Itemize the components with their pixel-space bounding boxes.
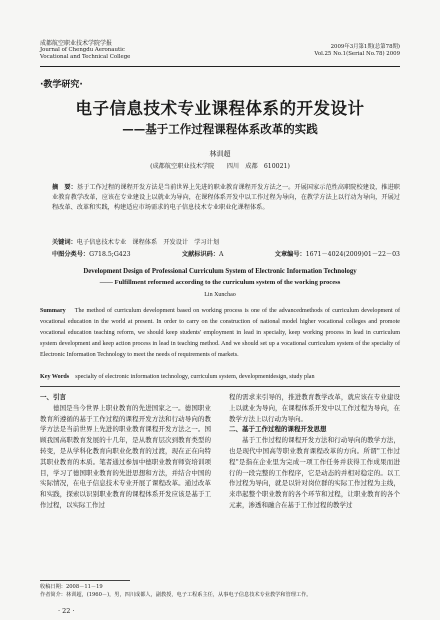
journal-name-en-line2: Vocational and Technical College bbox=[40, 54, 131, 60]
keywords-cn bbox=[52, 237, 400, 246]
abstract-cn bbox=[52, 183, 400, 214]
footnote-author-bio: 作者简介：林训超，(1960－)，男，四川成都人，副教授，电子工程系主任，从事电子信息技术专业教学和管理工作。 bbox=[40, 592, 312, 598]
clc-value: G718.5;G423 bbox=[89, 251, 131, 258]
journal-issue-cn: 2009年3月第1期(总第78期) bbox=[330, 44, 400, 50]
keywords-text: 电子信息技术专业 课程体系 开发设计 学习计划 bbox=[76, 239, 220, 246]
journal-issue-en: Vol.25 No.1(Serial No.78) 2009 bbox=[314, 51, 400, 57]
english-summary bbox=[40, 306, 400, 361]
english-subtitle: —— Fulfillment reformed according to the curriculum system of the working process bbox=[99, 279, 341, 286]
english-author: Lin Xunchao bbox=[204, 292, 236, 298]
doc-label: 文献标识码： bbox=[181, 251, 220, 258]
body-column-right bbox=[229, 392, 400, 511]
abstract-text: 基于工作过程的课程开发方法是当前世界上先进的职业教育课程开发方法之一。开展国家示范性高职院校建设，推进职业教育教学改革，应该在专业建设上以就业为导向，在课程体系开发中以工作过程为导向，在教学方法上以行动为导向，开展过程改革、改革和实践，构建适应市场需求的电子信息技术专业职业化课程体系。 bbox=[52, 184, 400, 212]
section-heading: 一、引言 bbox=[40, 393, 66, 401]
abstract-label: 摘 要： bbox=[52, 184, 77, 191]
journal-name-en-line1: Journal of Chengdu Aeronautic bbox=[40, 47, 125, 53]
footnote-divider bbox=[40, 580, 130, 581]
section-tag: ·教学研究· bbox=[40, 80, 83, 90]
footnote-received: 收稿日期：2008－11－19 bbox=[40, 584, 103, 590]
summary-text: The method of curriculum development based on working process is one of the advancedmethods of curriculum development of vocational education in the world at present. In order to carry on the construction of national model higher vocational colleges and promote vocational education teaching reform, we should keep students' employment in lead in specialty, keep working process in lead in curriculum system development and keep action process in lead in teaching method. And we should set up a vocational curriculum system of the specialty of Electronic Information Technology to meet the needs of requirements of markets. bbox=[40, 308, 400, 358]
keywords-label: 关键词： bbox=[52, 239, 77, 246]
summary-label: Summary bbox=[40, 308, 66, 314]
abstract-divider bbox=[40, 386, 400, 387]
doc-value: A bbox=[219, 251, 224, 258]
article-title: 电子信息技术专业课程体系的开发设计 bbox=[75, 99, 365, 118]
journal-header-right bbox=[314, 44, 400, 58]
article-label: 文章编号： bbox=[274, 251, 306, 258]
journal-name-cn: 成都航空职业技术学院学报 bbox=[40, 40, 113, 47]
page-number: · 22 · bbox=[58, 607, 75, 615]
body-paragraph: 程的需求来引导的，推进教育教学改革，就应该在专业建设上以就业为导向，在课程体系开发中以工作过程为导向，在教学方法上以行动为导向。 bbox=[229, 393, 400, 423]
body-paragraph: 德国是当今世界上职业教育的先进国家之一。德国职业教育所遵循的基于工作过程的课程开发方法和行动导向的教学方法是当前世界上先进的职业教育课程开发方法之一。国顾我国高职教育发展的十几年，是从教育层次到教育类型的转变，是从学科化教育向职业化教育的过渡，现在正在向特其职业教育的本质。笔者通过参加中德职业教育师资培训项目，学习了德国职业教育的先进思想和方法，并结合中国的实际情况，在电子信息技术专业开展了课程改革。通过改革和实践，探索以识别职业教育的课程体系开发应该是基于工作过程，以实际工作过 bbox=[40, 403, 211, 509]
document-code bbox=[182, 249, 224, 258]
english-keywords-text: specialty of electronic information technology, curriculum system, developmentdesign, study plan bbox=[75, 374, 315, 380]
header-divider bbox=[40, 66, 400, 67]
article-number bbox=[275, 249, 400, 258]
article-value: 1671－4024(2009)01－22－03 bbox=[305, 251, 400, 258]
classification-row bbox=[52, 249, 400, 258]
body-paragraph: 基于工作过程的课程开发方法和行动导向的教学方法，也是现代中国高等职业教育课程改革的方向。所谓"工作过程"是指在企业里为完成一项工作任务并获得工作成果而进行的一段完整的工作程序，它是动态的并相对稳定的。以工作过程为导向，就是以针对岗位群的实际工作过程为主线，来串起整个职业教育的各个环节和过程，让职业教育的各个元素，渗透和融合在基于工作过程的教学过 bbox=[229, 436, 400, 509]
clc-code bbox=[52, 249, 131, 258]
body-column-left bbox=[40, 392, 211, 511]
affiliation: (成都航空职业技术学院 四川 成都 610021) bbox=[150, 163, 290, 170]
clc-label: 中图分类号： bbox=[52, 251, 90, 258]
article-subtitle: ——基于工作过程课程体系改革的实践 bbox=[122, 122, 318, 136]
english-keywords bbox=[40, 374, 400, 380]
english-keywords-label: Key Words bbox=[40, 374, 70, 380]
journal-header-left bbox=[40, 40, 130, 61]
author: 林训超 bbox=[209, 150, 231, 158]
section-heading: 二、基于工作过程的课程开发思想 bbox=[229, 425, 327, 434]
english-title: Development Design of Professional Curriculum System of Electronic Information Technology bbox=[83, 268, 357, 275]
